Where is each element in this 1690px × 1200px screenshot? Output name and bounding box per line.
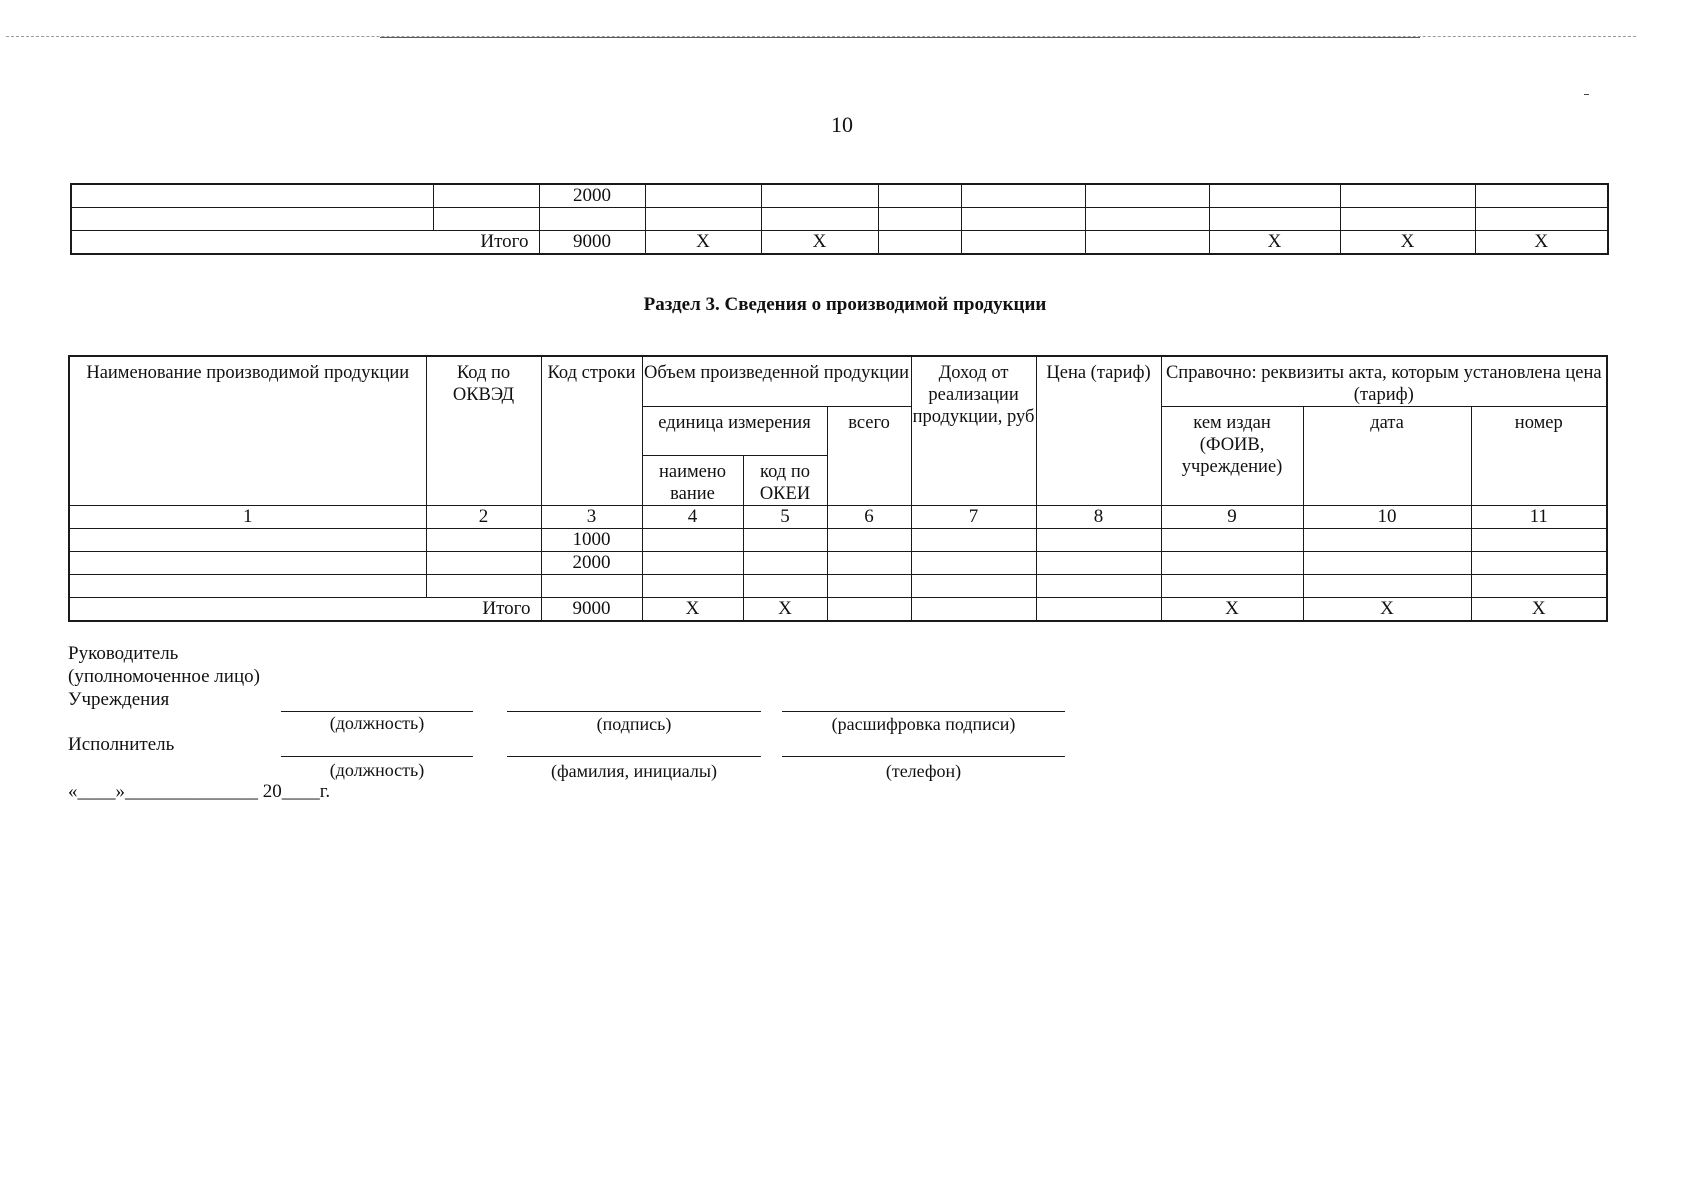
cell	[961, 208, 1085, 231]
section-title: Раздел 3. Сведения о производимой продукции	[643, 294, 1047, 315]
cell	[1303, 552, 1471, 575]
column-number: 10	[1303, 506, 1471, 529]
header-product-name: Наименование производимой продукции	[69, 356, 426, 506]
table-row	[71, 184, 1608, 208]
caption-position: (должность)	[329, 713, 425, 733]
cell	[1475, 208, 1608, 231]
header-price: Цена (тариф)	[1036, 356, 1161, 506]
head-label: Руководитель	[68, 643, 179, 664]
total-cell: X	[761, 231, 878, 255]
cell	[69, 575, 426, 598]
column-number: 2	[426, 506, 541, 529]
column-number: 11	[1471, 506, 1607, 529]
cell	[1340, 184, 1475, 208]
total-row	[71, 231, 1608, 255]
cell	[761, 184, 878, 208]
total-label: Итого	[71, 231, 539, 255]
cell	[911, 529, 1036, 552]
table-row	[71, 208, 1608, 231]
total-cell: X	[645, 231, 761, 255]
header-unit-okei: код по ОКЕИ	[743, 456, 827, 506]
total-cell	[827, 598, 911, 622]
cell	[878, 184, 961, 208]
cell	[69, 552, 426, 575]
column-number: 5	[743, 506, 827, 529]
phone-line	[782, 756, 1065, 757]
cell	[761, 208, 878, 231]
position-line	[281, 711, 473, 712]
cell	[1085, 208, 1209, 231]
cell	[1471, 529, 1607, 552]
caption-signature: (подпись)	[596, 714, 672, 734]
header-row	[69, 356, 1607, 407]
position-line	[281, 756, 473, 757]
column-number-row	[69, 506, 1607, 529]
cell	[1303, 529, 1471, 552]
total-cell: X	[743, 598, 827, 622]
executor-label: Исполнитель	[68, 734, 175, 755]
cell	[433, 208, 539, 231]
header-okved: Код по ОКВЭД	[426, 356, 541, 506]
header-volume: Объем произведенной продукции	[642, 356, 911, 407]
line-code-cell: 1000	[541, 529, 642, 552]
cell	[961, 184, 1085, 208]
cell	[1161, 552, 1303, 575]
cell	[642, 552, 743, 575]
total-cell: X	[1471, 598, 1607, 622]
signature-line	[507, 711, 761, 712]
cell	[71, 184, 433, 208]
total-cell: X	[1209, 231, 1340, 255]
header-unit-name: наимено вание	[642, 456, 743, 506]
cell	[911, 552, 1036, 575]
header-number: номер	[1471, 407, 1607, 506]
cell	[878, 208, 961, 231]
cell	[911, 575, 1036, 598]
column-number: 1	[69, 506, 426, 529]
cell	[827, 552, 911, 575]
header-income: Доход от реализации продукции, руб	[911, 356, 1036, 506]
cell	[642, 529, 743, 552]
table-row	[69, 552, 1607, 575]
total-cell: X	[1475, 231, 1608, 255]
total-cell: X	[1161, 598, 1303, 622]
cell	[426, 529, 541, 552]
name-line	[507, 756, 761, 757]
column-number: 6	[827, 506, 911, 529]
cell	[1036, 575, 1161, 598]
header-reference: Справочно: реквизиты акта, которым установлена цена (тариф)	[1161, 356, 1607, 407]
total-cell	[961, 231, 1085, 255]
header-issued-by: кем издан (ФОИВ, учреждение)	[1161, 407, 1303, 506]
cell	[433, 184, 539, 208]
column-number: 8	[1036, 506, 1161, 529]
cell	[426, 552, 541, 575]
cell	[71, 208, 433, 231]
total-label: Итого	[69, 598, 541, 622]
total-cell: X	[1303, 598, 1471, 622]
total-cell	[1036, 598, 1161, 622]
scan-artifact-line	[380, 37, 1420, 38]
header-date: дата	[1303, 407, 1471, 506]
line-code-cell: 2000	[541, 552, 642, 575]
cell	[642, 575, 743, 598]
total-code: 9000	[541, 598, 642, 622]
total-cell	[911, 598, 1036, 622]
cell	[1161, 529, 1303, 552]
line-code-cell: 2000	[539, 184, 645, 208]
cell	[1209, 184, 1340, 208]
column-number: 7	[911, 506, 1036, 529]
decoding-line	[782, 711, 1065, 712]
cell	[1036, 529, 1161, 552]
table-row	[69, 575, 1607, 598]
header-unit: единица измерения	[642, 407, 827, 456]
cell	[426, 575, 541, 598]
scan-artifact-mark	[1584, 94, 1589, 95]
column-number: 4	[642, 506, 743, 529]
cell	[1209, 208, 1340, 231]
cell	[1471, 575, 1607, 598]
cell	[1161, 575, 1303, 598]
line-code-cell	[539, 208, 645, 231]
cell	[1340, 208, 1475, 231]
cell	[69, 529, 426, 552]
cell	[827, 575, 911, 598]
cell	[743, 575, 827, 598]
page-number: 10	[831, 112, 853, 137]
caption-position: (должность)	[329, 760, 425, 780]
total-cell: X	[642, 598, 743, 622]
head-label-authorized: (уполномоченное лицо)	[68, 666, 260, 687]
cell	[1475, 184, 1608, 208]
table-row	[69, 529, 1607, 552]
total-cell	[1085, 231, 1209, 255]
cell	[827, 529, 911, 552]
column-number: 9	[1161, 506, 1303, 529]
column-number: 3	[541, 506, 642, 529]
products-table	[68, 355, 1608, 622]
header-volume-total: всего	[827, 407, 911, 506]
cell	[645, 208, 761, 231]
cell	[743, 529, 827, 552]
cell	[743, 552, 827, 575]
cell	[645, 184, 761, 208]
total-cell: X	[1340, 231, 1475, 255]
caption-phone: (телефон)	[885, 761, 962, 781]
total-code: 9000	[539, 231, 645, 255]
total-cell	[878, 231, 961, 255]
cell	[1036, 552, 1161, 575]
continuation-table	[70, 183, 1609, 255]
header-line-code: Код строки	[541, 356, 642, 506]
caption-decoding: (расшифровка подписи)	[831, 714, 1016, 734]
total-row	[69, 598, 1607, 622]
cell	[1085, 184, 1209, 208]
cell	[1303, 575, 1471, 598]
date-line: «____»______________ 20____г.	[68, 781, 331, 802]
line-code-cell	[541, 575, 642, 598]
caption-name: (фамилия, инициалы)	[551, 761, 717, 781]
cell	[1471, 552, 1607, 575]
head-label-institution: Учреждения	[68, 689, 170, 710]
